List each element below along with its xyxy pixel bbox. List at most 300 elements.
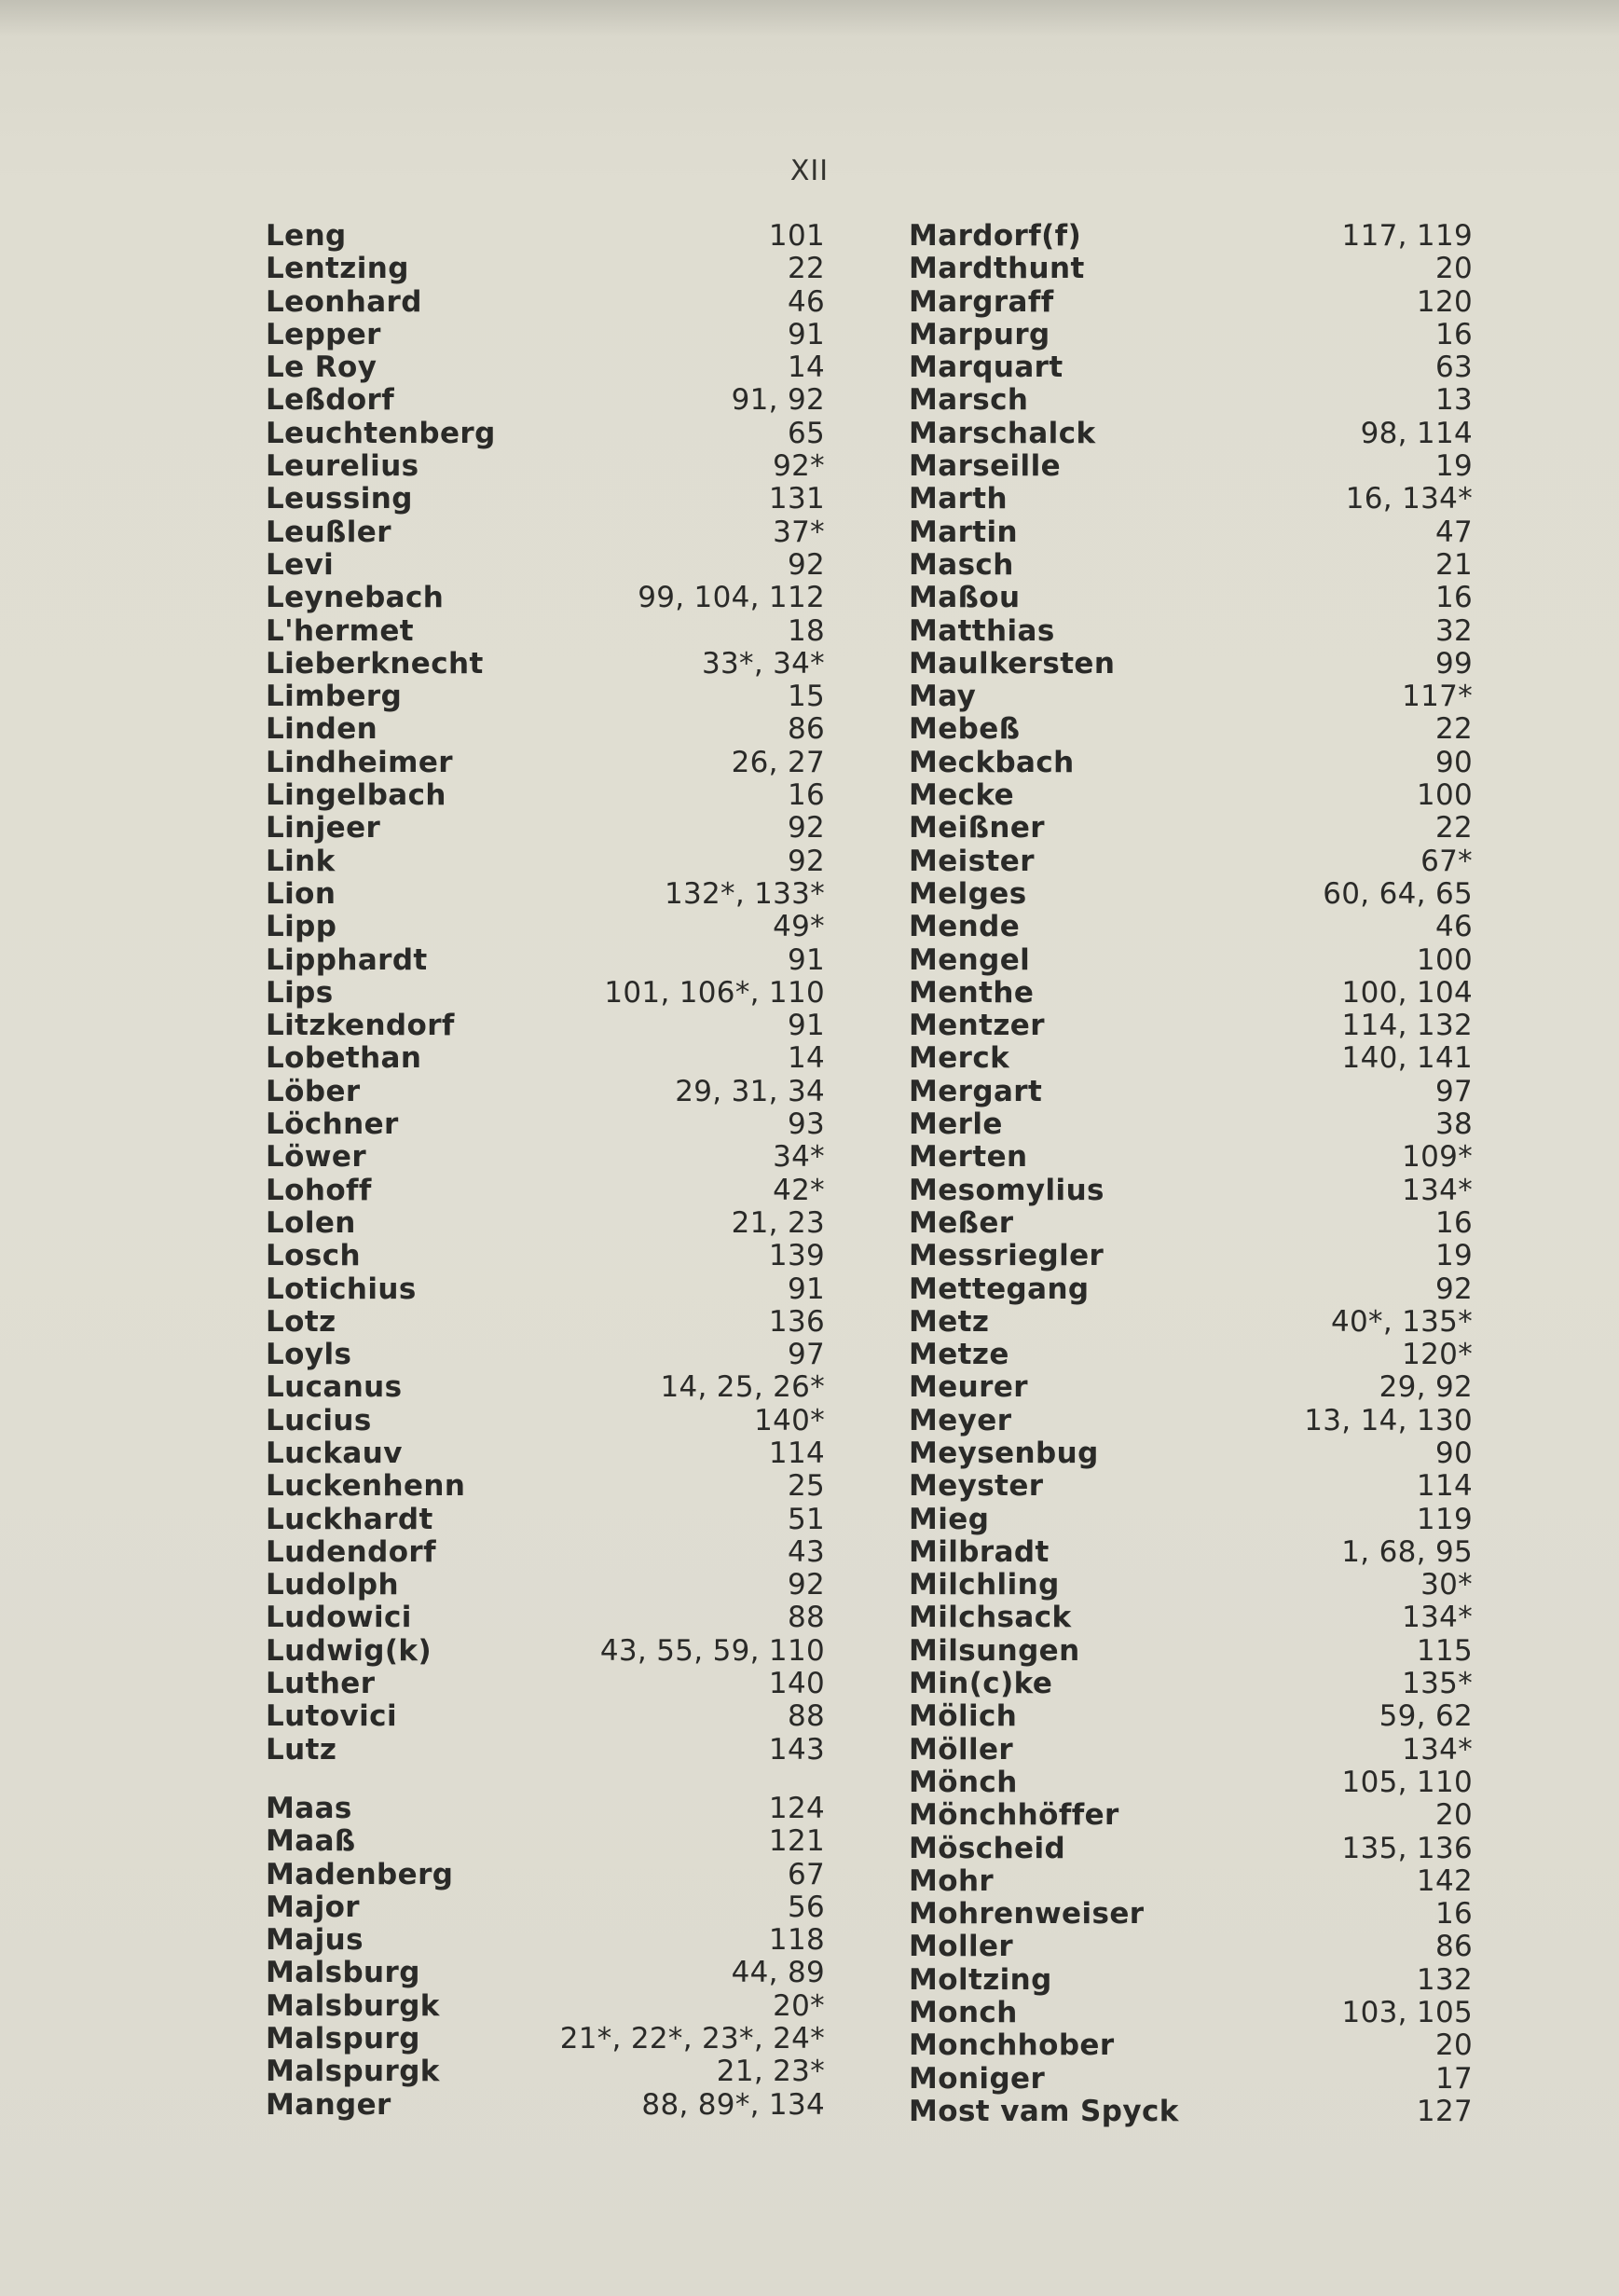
index-entry (266, 1437, 825, 1470)
section-gap (266, 1767, 825, 1793)
entry-pages: 142 (1416, 1863, 1473, 1898)
entry-name: Marpurg (909, 317, 1050, 351)
entry-name: Meyer (909, 1403, 1012, 1437)
entry-name: Leussing (266, 482, 413, 516)
entry-pages: 16 (787, 778, 825, 813)
entry-name: Malsburg (266, 1956, 420, 1990)
index-entry (909, 812, 1473, 845)
entry-pages: 97 (787, 1338, 825, 1372)
entry-pages: 117, 119 (1341, 219, 1473, 253)
entry-pages: 20 (1434, 252, 1473, 286)
entry-pages: 30* (1420, 1568, 1473, 1602)
entry-pages: 60, 64, 65 (1323, 876, 1473, 911)
entry-pages: 88 (787, 1601, 825, 1635)
entry-name: Meister (909, 844, 1035, 878)
entry-name: Meckbach (909, 745, 1075, 779)
index-entry (909, 1767, 1473, 1799)
index-entry (909, 1504, 1473, 1536)
entry-name: Lolen (266, 1205, 356, 1240)
entry-name: Lipphardt (266, 942, 428, 977)
index-entry (909, 1898, 1473, 1931)
entry-pages: 16 (1434, 581, 1473, 615)
index-entry (266, 1569, 825, 1602)
entry-pages: 92 (1434, 1272, 1473, 1306)
entry-name: Maaß (266, 1824, 356, 1859)
entry-pages: 91, 92 (731, 383, 825, 418)
entry-name: Mardorf(f) (909, 219, 1082, 253)
entry-pages: 99 (1434, 646, 1473, 681)
entry-pages: 131 (768, 482, 825, 516)
entry-pages: 33*, 34* (701, 646, 825, 681)
entry-name: Mentzer (909, 1009, 1045, 1043)
entry-pages: 15 (787, 680, 825, 714)
index-entry (266, 1602, 825, 1634)
entry-pages: 20 (1434, 2028, 1473, 2063)
index-entry (266, 911, 825, 943)
index-entry (909, 1569, 1473, 1602)
index-entry (909, 450, 1473, 483)
entry-pages: 115 (1416, 1633, 1473, 1668)
entry-name: Ludolph (266, 1568, 399, 1602)
entry-pages: 100 (1416, 778, 1473, 813)
entry-name: Merck (909, 1041, 1010, 1076)
entry-pages: 19 (1434, 449, 1473, 484)
index-entry (909, 1042, 1473, 1075)
index-entry (266, 1859, 825, 1891)
entry-pages: 67* (1420, 844, 1473, 878)
index-entry (909, 1405, 1473, 1437)
index-entry (909, 1635, 1473, 1668)
index-entry (909, 911, 1473, 943)
entry-pages: 120 (1416, 284, 1473, 319)
entry-name: Maas (266, 1791, 352, 1825)
entry-pages: 91 (787, 317, 825, 351)
entry-name: Lotz (266, 1304, 336, 1339)
entry-name: Milchling (909, 1568, 1060, 1602)
index-entry (266, 1405, 825, 1437)
index-entry (909, 1470, 1473, 1503)
entry-pages: 134* (1402, 1601, 1473, 1635)
entry-pages: 135* (1402, 1667, 1473, 1701)
entry-name: Lips (266, 975, 334, 1010)
entry-pages: 103, 105 (1341, 1996, 1473, 2030)
index-entry (266, 2055, 825, 2088)
index-entry (909, 286, 1473, 319)
entry-name: Messriegler (909, 1239, 1104, 1273)
entry-pages: 20* (773, 1988, 825, 2023)
entry-pages: 29, 92 (1379, 1370, 1473, 1405)
entry-pages: 105, 110 (1341, 1765, 1473, 1799)
index-entry (266, 1536, 825, 1569)
entry-pages: 16 (1434, 1897, 1473, 1932)
entry-name: L'hermet (266, 613, 414, 648)
index-entry (909, 713, 1473, 746)
entry-pages: 90 (1434, 1436, 1473, 1470)
entry-name: Leurelius (266, 449, 419, 484)
entry-pages: 25 (787, 1469, 825, 1504)
index-entry (909, 253, 1473, 285)
entry-name: Margraff (909, 284, 1054, 319)
entry-pages: 37* (773, 515, 825, 549)
index-entry (909, 1076, 1473, 1108)
index-entry (266, 681, 825, 713)
index-entry (909, 681, 1473, 713)
entry-name: Mohrenweiser (909, 1897, 1145, 1932)
index-entry (266, 2089, 825, 2122)
index-entry (266, 582, 825, 614)
entry-pages: 26, 27 (731, 745, 825, 779)
entry-pages: 46 (1434, 910, 1473, 944)
entry-name: Möller (909, 1732, 1014, 1767)
entry-name: Maulkersten (909, 646, 1116, 681)
entry-name: Levi (266, 547, 335, 582)
entry-pages: 92 (787, 811, 825, 846)
index-entry (909, 1371, 1473, 1404)
entry-pages: 114 (1416, 1469, 1473, 1504)
index-entry (909, 1964, 1473, 1997)
entry-name: Mecke (909, 778, 1015, 813)
entry-pages: 51 (787, 1502, 825, 1536)
entry-name: Lipp (266, 910, 337, 944)
entry-pages: 90 (1434, 745, 1473, 779)
entry-name: Meurer (909, 1370, 1028, 1405)
entry-name: Marsch (909, 383, 1029, 418)
page-edge-shadow (0, 0, 1619, 37)
entry-pages: 139 (768, 1239, 825, 1273)
entry-name: Melges (909, 876, 1027, 911)
entry-pages: 88 (787, 1699, 825, 1734)
index-entry (909, 549, 1473, 582)
entry-name: Lotichius (266, 1272, 417, 1306)
entry-name: Litzkendorf (266, 1009, 455, 1043)
entry-name: Luckhardt (266, 1502, 433, 1536)
entry-pages: 22 (787, 252, 825, 286)
entry-pages: 121 (768, 1824, 825, 1859)
index-entry (266, 351, 825, 384)
index-entry (266, 1207, 825, 1240)
entry-pages: 134* (1402, 1173, 1473, 1207)
entry-pages: 14, 25, 26* (660, 1370, 825, 1405)
index-entry (909, 582, 1473, 614)
index-entry (266, 615, 825, 648)
entry-pages: 14 (787, 351, 825, 385)
entry-name: Ludowici (266, 1601, 412, 1635)
entry-pages: 34* (773, 1140, 825, 1175)
index-entry (266, 1924, 825, 1957)
entry-name: Leonhard (266, 284, 422, 319)
entry-pages: 114 (768, 1436, 825, 1470)
index-entry (909, 1602, 1473, 1634)
entry-pages: 16 (1434, 1205, 1473, 1240)
entry-pages: 43, 55, 59, 110 (599, 1633, 825, 1668)
index-entry (266, 549, 825, 582)
entry-pages: 56 (787, 1890, 825, 1924)
entry-name: Moller (909, 1930, 1014, 1964)
index-entry (266, 1339, 825, 1371)
entry-pages: 124 (768, 1791, 825, 1825)
entry-name: Milsungen (909, 1633, 1080, 1668)
index-entry (266, 1668, 825, 1700)
entry-name: Luckenhenn (266, 1469, 466, 1504)
index-entry (909, 779, 1473, 812)
entry-name: Lindheimer (266, 745, 453, 779)
entry-pages: 92 (787, 844, 825, 878)
entry-name: Metze (909, 1338, 1009, 1372)
index-entry (266, 747, 825, 779)
entry-pages: 101, 106*, 110 (604, 975, 825, 1010)
entry-name: Milchsack (909, 1601, 1072, 1635)
entry-pages: 93 (787, 1107, 825, 1142)
entry-name: Masch (909, 547, 1014, 582)
index-entry (909, 384, 1473, 417)
entry-name: Mardthunt (909, 252, 1085, 286)
entry-name: Martin (909, 515, 1018, 549)
entry-pages: 20 (1434, 1798, 1473, 1833)
entry-pages: 100 (1416, 942, 1473, 977)
entry-pages: 63 (1434, 351, 1473, 385)
entry-pages: 21, 23* (716, 2055, 825, 2089)
index-entry (909, 1833, 1473, 1865)
entry-name: Malsburgk (266, 1988, 440, 2023)
entry-pages: 140* (754, 1403, 825, 1437)
index-entry (909, 1010, 1473, 1042)
entry-pages: 86 (1434, 1930, 1473, 1964)
entry-pages: 100, 104 (1341, 975, 1473, 1010)
entry-name: Mönchhöffer (909, 1798, 1119, 1833)
entry-name: Mohr (909, 1863, 995, 1898)
index-column-left (266, 220, 825, 2122)
page-number: XII (789, 155, 830, 187)
entry-name: Merle (909, 1107, 1003, 1142)
index-entry (909, 516, 1473, 549)
index-entry (266, 878, 825, 911)
index-entry (266, 1891, 825, 1924)
index-entry (266, 1371, 825, 1404)
entry-name: Mende (909, 910, 1021, 944)
entry-name: Mergart (909, 1074, 1043, 1108)
entry-name: Mesomylius (909, 1173, 1104, 1207)
index-entry (266, 384, 825, 417)
entry-name: Menthe (909, 975, 1035, 1010)
index-entry (266, 1240, 825, 1272)
entry-name: Maßou (909, 581, 1021, 615)
entry-pages: 47 (1434, 515, 1473, 549)
entry-pages: 117* (1402, 680, 1473, 714)
index-entry (909, 977, 1473, 1010)
entry-name: Ludendorf (266, 1534, 436, 1569)
entry-pages: 29, 31, 34 (675, 1074, 825, 1108)
entry-name: Manger (266, 2087, 391, 2122)
index-column-right (909, 220, 1473, 2128)
index-entry (266, 846, 825, 878)
entry-pages: 98, 114 (1360, 416, 1473, 450)
entry-pages: 43 (787, 1534, 825, 1569)
entry-pages: 86 (787, 712, 825, 747)
index-entry (909, 1339, 1473, 1371)
index-entry (266, 1793, 825, 1825)
entry-name: Matthias (909, 613, 1055, 648)
entry-name: Löchner (266, 1107, 399, 1142)
entry-pages: 136 (768, 1304, 825, 1339)
index-entry (909, 418, 1473, 450)
entry-name: Meßer (909, 1205, 1014, 1240)
entry-name: Monchhober (909, 2028, 1115, 2063)
index-entry (266, 483, 825, 516)
index-entry (909, 1865, 1473, 1898)
entry-name: Luckauv (266, 1436, 403, 1470)
entry-name: Löber (266, 1074, 361, 1108)
entry-pages: 88, 89*, 134 (641, 2087, 825, 2122)
entry-name: Meyster (909, 1469, 1044, 1504)
entry-pages: 13, 14, 130 (1304, 1403, 1473, 1437)
index-entry (266, 977, 825, 1010)
entry-name: Losch (266, 1239, 361, 1273)
entry-pages: 99, 104, 112 (638, 581, 825, 615)
index-entry (266, 1076, 825, 1108)
index-entry (266, 1042, 825, 1075)
entry-pages: 21, 23 (731, 1205, 825, 1240)
entry-name: Lutz (266, 1732, 337, 1767)
index-entry (266, 1470, 825, 1503)
entry-pages: 59, 62 (1379, 1699, 1473, 1734)
entry-pages: 91 (787, 1009, 825, 1043)
index-entry (909, 1240, 1473, 1272)
index-entry (266, 944, 825, 977)
index-entry (909, 1799, 1473, 1832)
entry-pages: 67 (787, 1857, 825, 1891)
index-entry (266, 418, 825, 450)
entry-pages: 44, 89 (731, 1956, 825, 1990)
entry-name: Majus (266, 1923, 364, 1958)
entry-pages: 109* (1402, 1140, 1473, 1175)
entry-name: Lingelbach (266, 778, 446, 813)
entry-pages: 91 (787, 1272, 825, 1306)
entry-pages: 91 (787, 942, 825, 977)
index-entry (909, 1668, 1473, 1700)
entry-name: Le Roy (266, 351, 377, 385)
entry-name: Merten (909, 1140, 1028, 1175)
index-entry (266, 1108, 825, 1141)
entry-pages: 21*, 22*, 23*, 24* (559, 2022, 825, 2056)
index-entry (909, 944, 1473, 977)
entry-name: Linden (266, 712, 378, 747)
entry-pages: 127 (1416, 2094, 1473, 2128)
index-entry (909, 1207, 1473, 1240)
entry-name: Mölich (909, 1699, 1018, 1734)
index-entry (266, 1990, 825, 2023)
entry-name: Ludwig(k) (266, 1633, 432, 1668)
entry-name: Moltzing (909, 1962, 1052, 1997)
entry-name: Leußler (266, 515, 391, 549)
entry-pages: 143 (768, 1732, 825, 1767)
index-entry (909, 1175, 1473, 1207)
entry-pages: 21 (1434, 547, 1473, 582)
entry-name: May (909, 680, 977, 714)
entry-pages: 19 (1434, 1239, 1473, 1273)
entry-name: Loyls (266, 1338, 352, 1372)
entry-pages: 120* (1402, 1338, 1473, 1372)
index-entry (909, 220, 1473, 253)
index-entry (266, 2023, 825, 2055)
index-entry (909, 1306, 1473, 1339)
index-entry (909, 747, 1473, 779)
entry-pages: 92 (787, 1568, 825, 1602)
entry-name: Marschalck (909, 416, 1096, 450)
entry-name: Möscheid (909, 1831, 1066, 1865)
entry-pages: 114, 132 (1341, 1009, 1473, 1043)
index-entry (266, 253, 825, 285)
index-entry (266, 779, 825, 812)
index-entry (909, 1437, 1473, 1470)
entry-name: Meißner (909, 811, 1045, 846)
entry-name: Leynebach (266, 581, 445, 615)
entry-name: Marquart (909, 351, 1063, 385)
entry-name: Luther (266, 1667, 376, 1701)
entry-name: Lion (266, 876, 336, 911)
entry-name: Lohoff (266, 1173, 372, 1207)
entry-name: Lobethan (266, 1041, 422, 1076)
entry-pages: 46 (787, 284, 825, 319)
entry-name: Lucius (266, 1403, 372, 1437)
entry-pages: 132*, 133* (664, 876, 825, 911)
index-entry (266, 1825, 825, 1858)
entry-name: Mettegang (909, 1272, 1090, 1306)
entry-pages: 42* (773, 1173, 825, 1207)
index-entry (266, 1010, 825, 1042)
entry-pages: 140 (768, 1667, 825, 1701)
entry-pages: 16, 134* (1345, 482, 1473, 516)
entry-name: Lieberknecht (266, 646, 484, 681)
entry-pages: 92 (787, 547, 825, 582)
entry-name: Malspurg (266, 2022, 420, 2056)
entry-pages: 135, 136 (1341, 1831, 1473, 1865)
index-entry (266, 1700, 825, 1733)
index-entry (909, 2096, 1473, 2128)
index-entry (266, 220, 825, 253)
entry-name: Mebeß (909, 712, 1021, 747)
index-entry (909, 1273, 1473, 1306)
index-entry (909, 1536, 1473, 1569)
entry-pages: 38 (1434, 1107, 1473, 1142)
entry-pages: 49* (773, 910, 825, 944)
index-entry (266, 1273, 825, 1306)
index-entry (909, 615, 1473, 648)
entry-name: Mengel (909, 942, 1031, 977)
entry-pages: 40*, 135* (1330, 1304, 1473, 1339)
entry-name: Limberg (266, 680, 403, 714)
index-entry (909, 483, 1473, 516)
entry-pages: 17 (1434, 2061, 1473, 2096)
index-entry (266, 1957, 825, 1989)
entry-pages: 119 (1416, 1502, 1473, 1536)
entry-name: Mieg (909, 1502, 990, 1536)
entry-name: Most vam Spyck (909, 2094, 1179, 2128)
entry-name: Malspurgk (266, 2055, 440, 2089)
entry-name: Leng (266, 219, 347, 253)
entry-name: Moniger (909, 2061, 1046, 2096)
entry-pages: 97 (1434, 1074, 1473, 1108)
index-entry (266, 1734, 825, 1767)
entry-name: Link (266, 844, 336, 878)
entry-name: Milbradt (909, 1534, 1050, 1569)
entry-pages: 132 (1416, 1962, 1473, 1997)
index-entry (909, 2029, 1473, 2062)
index-entry (909, 351, 1473, 384)
entry-pages: 13 (1434, 383, 1473, 418)
entry-name: Marseille (909, 449, 1062, 484)
entry-name: Lepper (266, 317, 381, 351)
index-entry (266, 1175, 825, 1207)
